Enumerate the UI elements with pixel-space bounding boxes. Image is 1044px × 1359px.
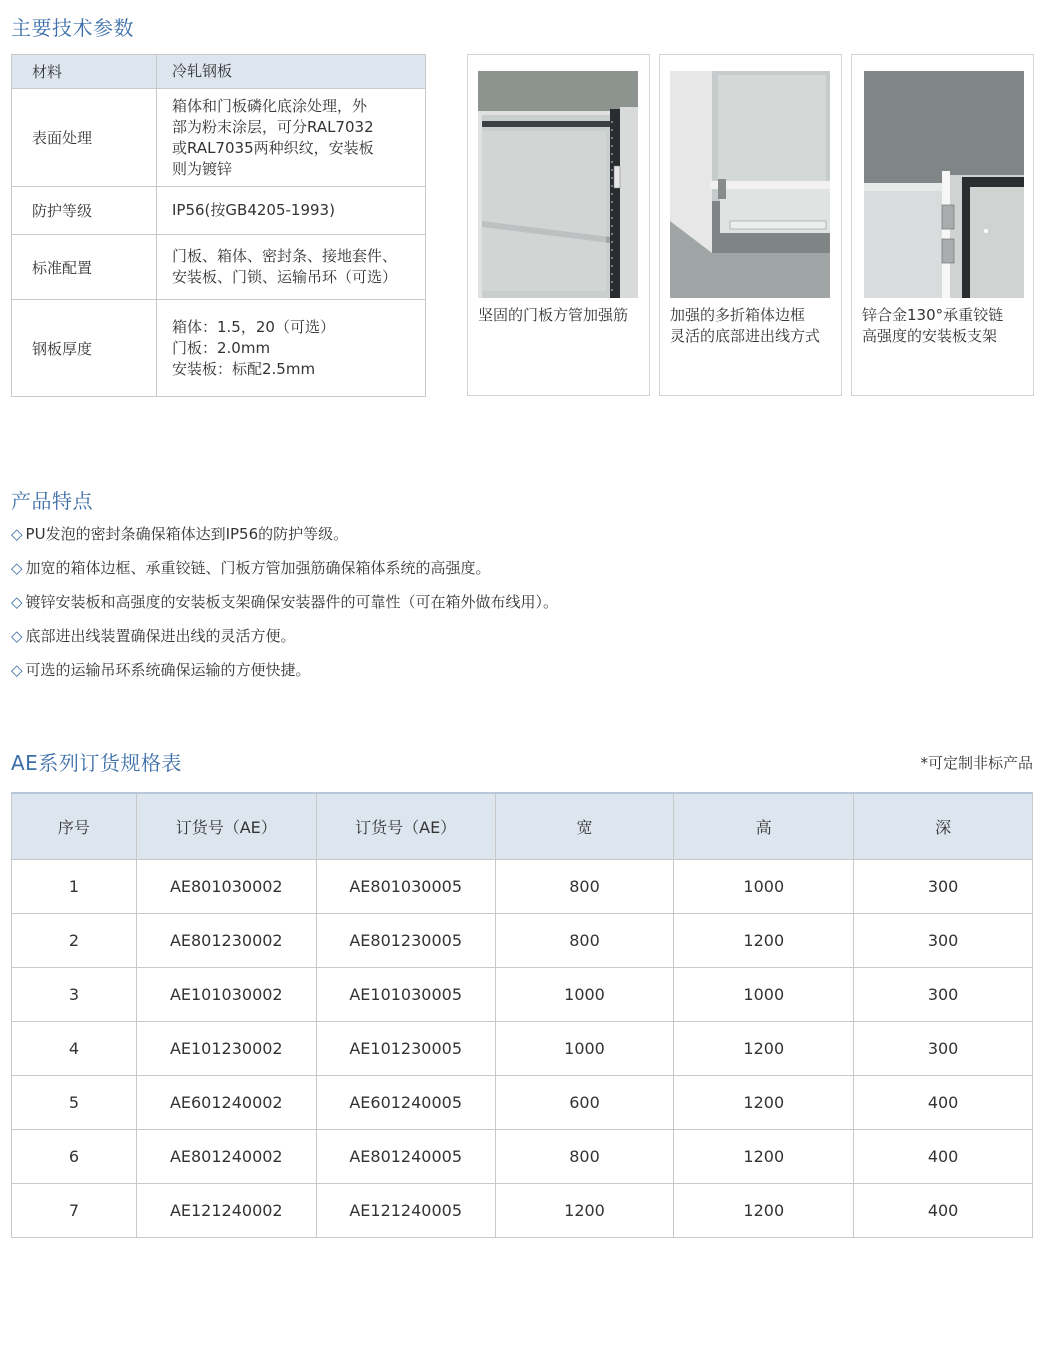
- table-row: [12, 1130, 1033, 1184]
- spec-key: 材料: [12, 55, 157, 89]
- photo-caption: 锌合金130°承重铰链 高强度的安装板支架: [862, 306, 1004, 345]
- order-table: [11, 792, 1033, 1238]
- features-section-title: 产品特点: [11, 489, 93, 513]
- table-row: [12, 914, 1033, 968]
- feature-item: [11, 522, 558, 556]
- spec-value: 冷轧钢板: [157, 55, 426, 89]
- cell-height: 1200: [674, 914, 854, 968]
- feature-text: 可选的运输吊环系统确保运输的方便快捷。: [25, 661, 311, 679]
- photo-card-hinge: [851, 54, 1034, 396]
- spec-value: IP56(按GB4205-1993): [157, 187, 426, 235]
- cell-width: 800: [495, 914, 674, 968]
- cell-height: 1200: [674, 1022, 854, 1076]
- feature-text: PU发泡的密封条确保箱体达到IP56的防护等级。: [25, 525, 349, 543]
- cell-width: 1000: [495, 1022, 674, 1076]
- spec-value: 门板、箱体、密封条、接地套件、 安装板、门锁、运输吊环（可选）: [157, 235, 426, 300]
- cell-depth: 300: [854, 968, 1033, 1022]
- feature-item: [11, 658, 558, 692]
- cell-index: 5: [12, 1076, 137, 1130]
- cell-width: 800: [495, 1130, 674, 1184]
- spec-value: 箱体：1.5，20（可选） 门板：2.0mm 安装板：标配2.5mm: [157, 300, 426, 397]
- spec-key: 表面处理: [12, 89, 157, 187]
- cell-order-no-2: AE101230005: [316, 1022, 495, 1076]
- diamond-bullet-icon: ◇: [11, 559, 23, 577]
- cell-index: 6: [12, 1130, 137, 1184]
- diamond-bullet-icon: ◇: [11, 525, 23, 543]
- cell-height: 1000: [674, 860, 854, 914]
- cell-depth: 300: [854, 1022, 1033, 1076]
- photo-caption: 加强的多折箱体边框 灵活的底部进出线方式: [670, 306, 821, 345]
- table-row: [12, 860, 1033, 914]
- cell-order-no-2: AE601240005: [316, 1076, 495, 1130]
- cell-index: 4: [12, 1022, 137, 1076]
- cell-order-no-1: AE601240002: [136, 1076, 316, 1130]
- cell-depth: 300: [854, 914, 1033, 968]
- cell-width: 1200: [495, 1184, 674, 1238]
- header-depth: 深: [854, 793, 1033, 860]
- spec-key: 钢板厚度: [12, 300, 157, 397]
- feature-item: [11, 556, 558, 590]
- cell-index: 7: [12, 1184, 137, 1238]
- cell-depth: 400: [854, 1076, 1033, 1130]
- feature-list: [11, 522, 558, 692]
- feature-text: 底部进出线装置确保进出线的灵活方便。: [25, 627, 296, 645]
- header-order-no-1: 订货号（AE）: [136, 793, 316, 860]
- feature-text: 加宽的箱体边框、承重铰链、门板方管加强筋确保箱体系统的高强度。: [25, 559, 491, 577]
- cell-width: 800: [495, 860, 674, 914]
- table-row: [12, 968, 1033, 1022]
- spec-row-config: [12, 235, 426, 300]
- spec-section-title: 主要技术参数: [11, 16, 134, 40]
- spec-row-surface: [12, 89, 426, 187]
- diamond-bullet-icon: ◇: [11, 627, 23, 645]
- table-row: [12, 1184, 1033, 1238]
- door-panel-reinforcement-photo: [478, 71, 638, 298]
- cell-order-no-2: AE801230005: [316, 914, 495, 968]
- hinge-photo: [864, 71, 1024, 298]
- feature-text: 镀锌安装板和高强度的安装板支架确保安装器件的可靠性（可在箱外做布线用）。: [25, 593, 559, 611]
- cell-order-no-2: AE121240005: [316, 1184, 495, 1238]
- cell-depth: 400: [854, 1184, 1033, 1238]
- header-order-no-2: 订货号（AE）: [316, 793, 495, 860]
- cell-order-no-1: AE801230002: [136, 914, 316, 968]
- cell-depth: 300: [854, 860, 1033, 914]
- diamond-bullet-icon: ◇: [11, 661, 23, 679]
- custom-note: *可定制非标产品: [920, 754, 1033, 772]
- cell-index: 2: [12, 914, 137, 968]
- order-header-row: [12, 793, 1033, 860]
- cell-depth: 400: [854, 1130, 1033, 1184]
- cell-order-no-1: AE121240002: [136, 1184, 316, 1238]
- cell-order-no-2: AE101030005: [316, 968, 495, 1022]
- cell-index: 3: [12, 968, 137, 1022]
- photo-caption: 坚固的门板方管加强筋: [478, 306, 629, 324]
- cell-height: 1200: [674, 1184, 854, 1238]
- photo-card-door-reinforcement: [467, 54, 650, 396]
- spec-key: 标准配置: [12, 235, 157, 300]
- diamond-bullet-icon: ◇: [11, 593, 23, 611]
- spec-row-thickness: [12, 300, 426, 397]
- photo-card-cabinet-frame: [659, 54, 842, 396]
- cell-order-no-2: AE801030005: [316, 860, 495, 914]
- table-row: [12, 1022, 1033, 1076]
- header-width: 宽: [495, 793, 674, 860]
- cell-height: 1000: [674, 968, 854, 1022]
- feature-item: [11, 624, 558, 658]
- cell-order-no-1: AE101230002: [136, 1022, 316, 1076]
- spec-key: 防护等级: [12, 187, 157, 235]
- spec-table: [11, 54, 426, 397]
- cell-index: 1: [12, 860, 137, 914]
- cell-order-no-1: AE801240002: [136, 1130, 316, 1184]
- cell-width: 1000: [495, 968, 674, 1022]
- table-row: [12, 1076, 1033, 1130]
- feature-item: [11, 590, 558, 624]
- header-index: 序号: [12, 793, 137, 860]
- spec-row-protection: [12, 187, 426, 235]
- cell-order-no-2: AE801240005: [316, 1130, 495, 1184]
- cell-width: 600: [495, 1076, 674, 1130]
- cell-order-no-1: AE801030002: [136, 860, 316, 914]
- order-section-title: AE系列订货规格表: [11, 751, 182, 775]
- cell-order-no-1: AE101030002: [136, 968, 316, 1022]
- header-height: 高: [674, 793, 854, 860]
- spec-value: 箱体和门板磷化底涂处理，外 部为粉末涂层，可分RAL7032 或RAL7035两种织纹，安装板 则为镀锌: [157, 89, 426, 187]
- spec-row-material: [12, 55, 426, 89]
- cabinet-frame-photo: [670, 71, 830, 298]
- cell-height: 1200: [674, 1076, 854, 1130]
- cell-height: 1200: [674, 1130, 854, 1184]
